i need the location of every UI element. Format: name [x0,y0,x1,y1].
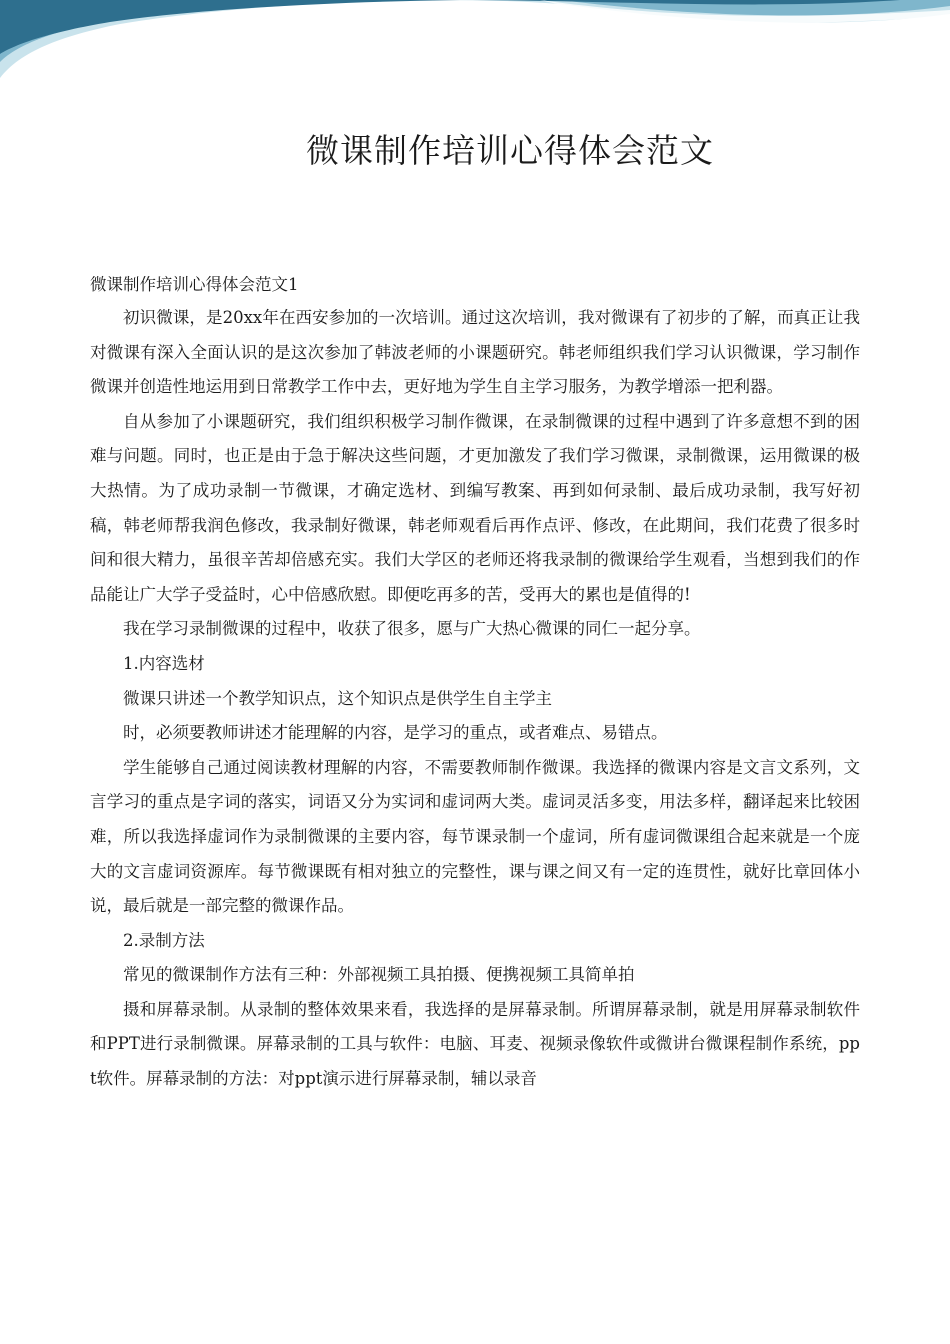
section-heading: 微课制作培训心得体会范文1 [90,275,299,294]
paragraph: 我在学习录制微课的过程中，收获了很多，愿与广大热心微课的同仁一起分享。 [123,619,701,639]
header-wave-decoration [0,0,950,90]
paragraph: 微课只讲述一个教学知识点，这个知识点是供学生自主学主 [123,688,552,708]
paragraph: 学生能够自己通过阅读教材理解的内容，不需要教师制作微课。我选择的微课内容是文言文系列，文言学习的重点是字词的落实，词语又分为实词和虚词两大类。虚词灵活多变，用法多样，翻译起来比较困难，所以我选择虚词作为录制微课的主要内容，每节课录制一个虚词，所有虚词微课组合起来就是一个庞大的文言虚词资源库。每节微课既有相对独立的完整性，课与课之间又有一定的连贯性，就好比章回体小说，最后就是一部完整的微课作品。 [90,757,860,916]
subheading: 2.录制方法 [123,930,205,950]
document-title: 微课制作培训心得体会范文 [306,131,714,170]
paragraph: 摄和屏幕录制。从录制的整体效果来看，我选择的是屏幕录制。所谓屏幕录制，就是用屏幕录制软件和PPT进行录制微课。屏幕录制的工具与软件：电脑、耳麦、视频录像软件或微讲台微课程制作系统，ppt软件。屏幕录制的方法：对ppt演示进行屏幕录制，辅以录音 [90,999,860,1089]
paragraph: 自从参加了小课题研究，我们组织积极学习制作微课，在录制微课的过程中遇到了许多意想不到的困难与问题。同时，也正是由于急于解决这些问题，才更加激发了我们学习微课，录制微课，运用微课的极大热情。为了成功录制一节微课，才确定选材、到编写教案、再到如何录制、最后成功录制，我写好初稿，韩老师帮我润色修改，我录制好微课，韩老师观看后再作点评、修改，在此期间，我们花费了很多时间和很大精力，虽很辛苦却倍感充实。我们大学区的老师还将我录制的微课给学生观看，当想到我们的作品能让广大学子受益时，心中倍感欣慰。即便吃再多的苦，受再大的累也是值得的! [90,411,860,604]
subheading: 1.内容选材 [123,653,205,673]
paragraph: 时，必须要教师讲述才能理解的内容，是学习的重点，或者难点、易错点。 [123,723,668,743]
document-body [90,268,860,1097]
paragraph: 常见的微课制作方法有三种：外部视频工具拍摄、便携视频工具简单拍 [123,965,635,985]
paragraph: 初识微课，是20xx年在西安参加的一次培训。通过这次培训，我对微课有了初步的了解，而真正让我对微课有深入全面认识的是这次参加了韩波老师的小课题研究。韩老师组织我们学习认识微课，学习制作微课并创造性地运用到日常教学工作中去，更好地为学生自主学习服务，为教学增添一把利器。 [90,308,860,397]
